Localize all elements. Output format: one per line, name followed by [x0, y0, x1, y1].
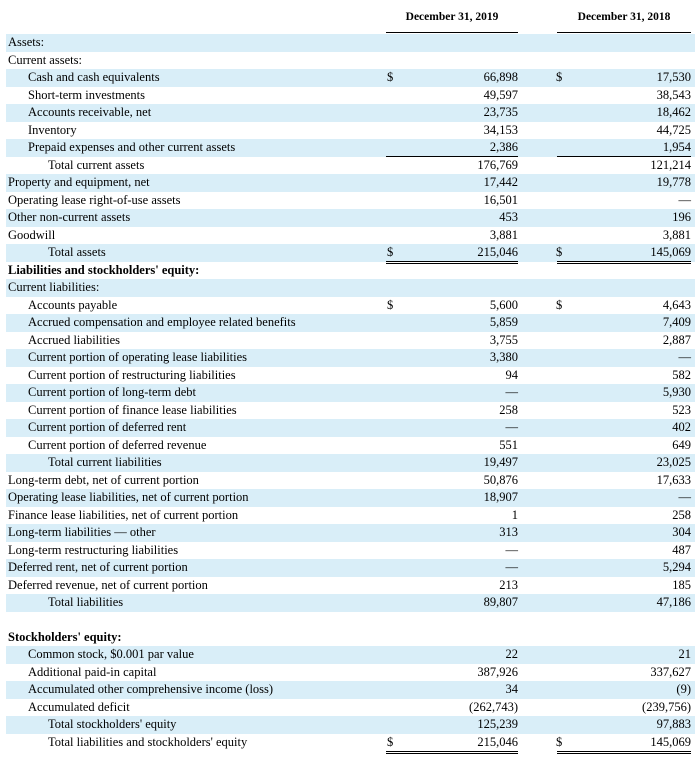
value-2018: (9) — [676, 682, 691, 696]
row-label: Finance lease liabilities, net of current portion — [8, 507, 239, 522]
currency-symbol-2018: $ — [556, 297, 563, 312]
row-label: Additional paid-in capital — [28, 664, 157, 679]
value-2018: — — [678, 350, 691, 364]
table-row — [6, 332, 695, 350]
row-label: Total current liabilities — [48, 455, 162, 469]
row-label: Common stock, $0.001 par value — [28, 647, 194, 661]
value-2018: 185 — [672, 577, 691, 592]
value-2019: — — [505, 560, 518, 574]
table-row — [6, 681, 695, 699]
value-2019: — — [505, 385, 518, 399]
currency-symbol-2018: $ — [556, 734, 563, 749]
value-2018: 2,887 — [662, 332, 691, 347]
row-label: Operating lease liabilities, net of current portion — [8, 490, 249, 504]
value-2019: 5,600 — [489, 297, 518, 312]
value-2019: 387,926 — [477, 664, 518, 679]
table-row — [6, 734, 695, 752]
value-2018: 7,409 — [662, 315, 691, 329]
row-label: Property and equipment, net — [8, 175, 150, 189]
row-label: Operating lease right-of-use assets — [8, 192, 181, 207]
table-row — [6, 157, 695, 175]
double-total-rule — [557, 753, 691, 754]
value-2018: 5,930 — [662, 385, 691, 399]
double-total-rule — [557, 751, 691, 752]
table-row — [6, 664, 695, 682]
value-2019: 215,046 — [477, 734, 518, 749]
value-2019: 34 — [505, 682, 518, 696]
header-rule-2018 — [557, 32, 691, 33]
value-2018: 47,186 — [656, 595, 691, 609]
row-label: Goodwill — [8, 227, 56, 242]
row-label: Total current assets — [48, 157, 145, 172]
value-2018: (239,756) — [642, 699, 691, 714]
value-2018: 4,643 — [662, 297, 691, 312]
row-label: Short-term investments — [28, 87, 145, 102]
table-row — [6, 472, 695, 490]
table-row — [6, 279, 695, 297]
table-row — [6, 227, 695, 245]
value-2018: 18,462 — [656, 105, 691, 119]
row-label: Accounts receivable, net — [28, 105, 152, 119]
value-2018: 1,954 — [662, 140, 691, 154]
value-2018: 337,627 — [650, 664, 691, 679]
value-2018: 402 — [672, 420, 691, 434]
value-2019: 66,898 — [483, 70, 518, 84]
table-row — [6, 34, 695, 52]
row-label: Current portion of long-term debt — [28, 385, 197, 399]
value-2019: 5,859 — [489, 315, 518, 329]
value-2019: 215,046 — [477, 245, 518, 259]
value-2019: (262,743) — [469, 699, 518, 714]
value-2019: 17,442 — [483, 175, 518, 189]
table-row — [6, 489, 695, 507]
table-row — [6, 297, 695, 315]
value-2019: 176,769 — [477, 157, 518, 172]
table-row — [6, 559, 695, 577]
table-row — [6, 122, 695, 140]
value-2018: — — [678, 490, 691, 504]
value-2019: 18,907 — [483, 490, 518, 504]
value-2018: 487 — [672, 542, 691, 557]
double-total-rule — [386, 751, 518, 752]
value-2018: 17,633 — [656, 472, 691, 487]
value-2018: 523 — [672, 402, 691, 417]
table-row — [6, 349, 695, 367]
row-label: Total assets — [48, 245, 106, 259]
table-row — [6, 542, 695, 560]
value-2019: 34,153 — [483, 122, 518, 137]
row-label: Total liabilities — [48, 595, 124, 609]
row-label: Other non-current assets — [8, 210, 131, 224]
row-label: Deferred revenue, net of current portion — [8, 577, 208, 592]
table-row — [6, 367, 695, 385]
value-2018: 145,069 — [650, 734, 691, 749]
table-row — [6, 384, 695, 402]
table-row — [6, 52, 695, 70]
header-rule-2019 — [386, 32, 518, 33]
table-row — [6, 192, 695, 210]
value-2018: 38,543 — [656, 87, 691, 102]
value-2019: 3,881 — [489, 227, 518, 242]
value-2018: 649 — [672, 437, 691, 452]
value-2019: 3,755 — [489, 332, 518, 347]
row-label: Accrued compensation and employee related benefits — [28, 315, 296, 329]
double-total-rule — [386, 753, 518, 754]
currency-symbol-2019: $ — [387, 297, 394, 312]
value-2019: — — [505, 542, 518, 557]
table-row — [6, 646, 695, 664]
table-row — [6, 244, 695, 262]
value-2018: — — [678, 192, 691, 207]
row-label: Long-term restructuring liabilities — [8, 542, 179, 557]
value-2018: 121,214 — [650, 157, 691, 172]
table-row — [6, 629, 695, 647]
value-2018: 582 — [672, 367, 691, 382]
value-2019: 16,501 — [483, 192, 518, 207]
table-row — [6, 69, 695, 87]
row-label: Total liabilities and stockholders' equity — [48, 734, 248, 749]
table-row — [6, 209, 695, 227]
row-label: Assets: — [8, 35, 45, 49]
currency-symbol-2019: $ — [387, 70, 394, 84]
value-2018: 44,725 — [656, 122, 691, 137]
value-2018: 23,025 — [656, 455, 691, 469]
value-2018: 97,883 — [656, 717, 691, 731]
table-row — [6, 139, 695, 157]
row-label: Current assets: — [8, 52, 82, 67]
value-2019: 213 — [499, 577, 518, 592]
value-2018: 3,881 — [662, 227, 691, 242]
table-row — [6, 437, 695, 455]
table-row — [6, 419, 695, 437]
value-2019: 23,735 — [483, 105, 518, 119]
row-label: Total stockholders' equity — [48, 717, 177, 731]
row-label: Current portion of deferred revenue — [28, 437, 207, 452]
value-2019: 125,239 — [477, 717, 518, 731]
row-label: Long-term liabilities — other — [8, 525, 156, 539]
currency-symbol-2018: $ — [556, 70, 563, 84]
value-2019: 94 — [505, 367, 518, 382]
table-row — [6, 314, 695, 332]
table-row — [6, 524, 695, 542]
column-header-2019: December 31, 2019 — [405, 11, 499, 23]
table-row — [6, 262, 695, 280]
table-row — [6, 507, 695, 525]
row-label: Liabilities and stockholders' equity: — [8, 262, 200, 277]
row-label: Accrued liabilities — [28, 332, 120, 347]
value-2019: 2,386 — [489, 140, 518, 154]
value-2018: 21 — [678, 647, 691, 661]
row-label: Inventory — [28, 122, 77, 137]
row-label: Accounts payable — [28, 297, 118, 312]
currency-symbol-2019: $ — [387, 734, 394, 749]
value-2019: 1 — [511, 507, 518, 522]
table-row — [6, 699, 695, 717]
value-2018: 5,294 — [662, 560, 691, 574]
value-2019: — — [505, 420, 518, 434]
row-label: Current portion of restructuring liabilities — [28, 367, 236, 382]
row-label: Current portion of operating lease liabilities — [28, 350, 248, 364]
value-2018: 19,778 — [656, 175, 691, 189]
value-2019: 313 — [499, 525, 518, 539]
table-row — [6, 402, 695, 420]
value-2019: 89,807 — [483, 595, 518, 609]
value-2019: 453 — [499, 210, 518, 224]
value-2019: 50,876 — [483, 472, 518, 487]
value-2019: 551 — [499, 437, 518, 452]
value-2019: 3,380 — [489, 350, 518, 364]
table-row — [6, 174, 695, 192]
table-row — [6, 594, 695, 612]
value-2019: 19,497 — [483, 455, 518, 469]
row-label: Stockholders' equity: — [8, 629, 122, 644]
value-2019: 258 — [499, 402, 518, 417]
row-label: Prepaid expenses and other current assets — [28, 140, 236, 154]
value-2018: 196 — [672, 210, 691, 224]
column-header-2018: December 31, 2018 — [577, 11, 671, 23]
row-label: Current portion of deferred rent — [28, 420, 187, 434]
value-2018: 17,530 — [656, 70, 691, 84]
value-2018: 145,069 — [650, 245, 691, 259]
table-row — [6, 454, 695, 472]
value-2019: 49,597 — [483, 87, 518, 102]
row-label: Deferred rent, net of current portion — [8, 560, 188, 574]
value-2019: 22 — [505, 647, 518, 661]
table-row — [6, 104, 695, 122]
currency-symbol-2019: $ — [387, 245, 394, 259]
row-label: Current liabilities: — [8, 280, 100, 294]
table-row — [6, 87, 695, 105]
row-label: Long-term debt, net of current portion — [8, 472, 199, 487]
table-row — [6, 716, 695, 734]
value-2018: 304 — [672, 525, 691, 539]
row-label: Accumulated other comprehensive income (loss) — [28, 682, 274, 696]
currency-symbol-2018: $ — [556, 245, 563, 259]
table-row — [6, 577, 695, 595]
value-2018: 258 — [672, 507, 691, 522]
row-label: Accumulated deficit — [28, 699, 130, 714]
row-label: Cash and cash equivalents — [28, 70, 160, 84]
row-label: Current portion of finance lease liabilities — [28, 402, 237, 417]
